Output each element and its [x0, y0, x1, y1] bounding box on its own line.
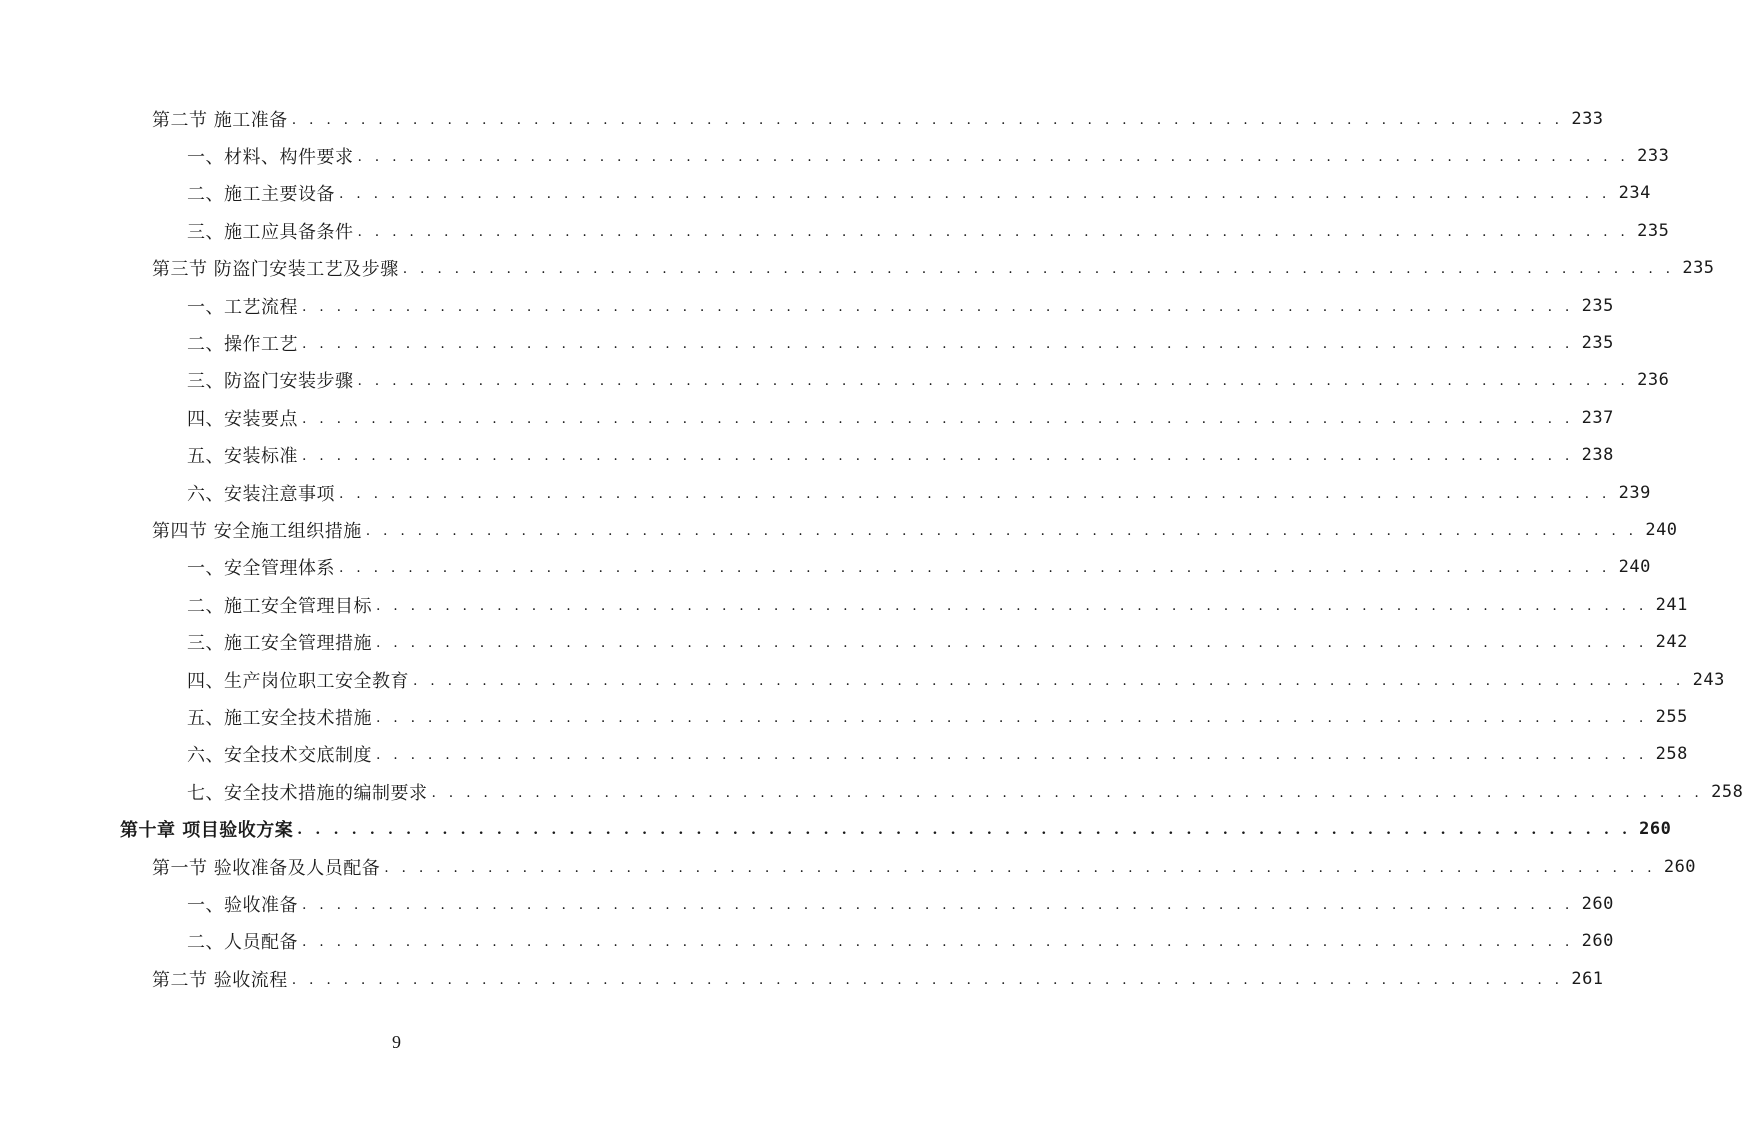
- toc-subsection[interactable]: [0, 773, 1743, 810]
- toc-subsection[interactable]: [0, 212, 1670, 249]
- toc-entry-title: 二、操作工艺: [187, 334, 298, 356]
- toc-subsection[interactable]: [0, 885, 1614, 922]
- toc-entry-title: 一、验收准备: [187, 894, 298, 916]
- toc-page-number: 260: [1581, 893, 1614, 914]
- toc-dot-leader: . . . . . . . . . . . . . . . . . . . . . . . . . . . . . . . . . . . . . . . . . . . . . . . . . . . . . . . . . . . . . . . . . . . . . . . . . .: [302, 410, 1574, 427]
- toc-subsection[interactable]: [0, 661, 1725, 698]
- toc-entry-title: 一、工艺流程: [187, 296, 298, 318]
- toc-page-number: 238: [1581, 445, 1614, 466]
- toc-page-number: 235: [1682, 258, 1715, 279]
- toc-page-number: 236: [1637, 370, 1670, 391]
- toc-dot-leader: . . . . . . . . . . . . . . . . . . . . . . . . . . . . . . . . . . . . . . . . . . . . . . . . . . . . . . . . . . . . . . . . . . . . . . . . . .: [339, 485, 1611, 502]
- toc-dot-leader: . . . . . . . . . . . . . . . . . . . . . . . . . . . . . . . . . . . . . . . . . . . . . . . . . . . . . . . . . . . . . . . . . . . . . . . . . .: [302, 448, 1574, 465]
- toc-entry-title: 二、人员配备: [187, 932, 298, 954]
- toc-dot-leader: . . . . . . . . . . . . . . . . . . . . . . . . . . . . . . . . . . . . . . . . . . . . . . . . . . . . . . . . . . . . . . . . . . . . . . . . . .: [302, 336, 1574, 353]
- toc-entry-title: 一、安全管理体系: [187, 558, 335, 580]
- toc-page-number: 235: [1581, 295, 1614, 316]
- table-of-contents: [0, 100, 1743, 997]
- page-number: 9: [392, 1032, 401, 1052]
- toc-page-number: 233: [1637, 146, 1670, 167]
- toc-subsection[interactable]: [0, 586, 1688, 623]
- toc-entry-title: 第十章 项目验收方案: [120, 820, 294, 842]
- toc-subsection[interactable]: [0, 137, 1670, 174]
- toc-entry-title: 三、防盗门安装步骤: [187, 371, 354, 393]
- toc-section[interactable]: [0, 100, 1604, 137]
- toc-page-number: 261: [1571, 968, 1604, 989]
- toc-entry-title: 四、生产岗位职工安全教育: [187, 670, 409, 692]
- toc-subsection[interactable]: [0, 399, 1614, 436]
- toc-subsection[interactable]: [0, 474, 1651, 511]
- toc-dot-leader: . . . . . . . . . . . . . . . . . . . . . . . . . . . . . . . . . . . . . . . . . . . . . . . . . . . . . . . . . . . . . . . . . . . . . . . . . .: [357, 149, 1630, 166]
- toc-subsection[interactable]: [0, 736, 1688, 773]
- toc-dot-leader: . . . . . . . . . . . . . . . . . . . . . . . . . . . . . . . . . . . . . . . . . . . . . . . . . . . . . . . . . . . . . . . . . . . . . . . . . .: [297, 822, 1632, 839]
- toc-entry-title: 第三节 防盗门安装工艺及步骤: [152, 259, 399, 281]
- toc-dot-leader: . . . . . . . . . . . . . . . . . . . . . . . . . . . . . . . . . . . . . . . . . . . . . . . . . . . . . . . . . . . . . . . . . . . . . . . . . .: [302, 896, 1574, 913]
- toc-dot-leader: . . . . . . . . . . . . . . . . . . . . . . . . . . . . . . . . . . . . . . . . . . . . . . . . . . . . . . . . . . . . . . . . . . . . . . . . . .: [376, 635, 1648, 652]
- toc-dot-leader: . . . . . . . . . . . . . . . . . . . . . . . . . . . . . . . . . . . . . . . . . . . . . . . . . . . . . . . . . . . . . . . . . . . . . . . . . .: [402, 261, 1675, 278]
- toc-dot-leader: . . . . . . . . . . . . . . . . . . . . . . . . . . . . . . . . . . . . . . . . . . . . . . . . . . . . . . . . . . . . . . . . . . . . . . . . . .: [291, 111, 1564, 128]
- toc-dot-leader: . . . . . . . . . . . . . . . . . . . . . . . . . . . . . . . . . . . . . . . . . . . . . . . . . . . . . . . . . . . . . . . . . . . . . . . . . .: [302, 934, 1574, 951]
- toc-dot-leader: . . . . . . . . . . . . . . . . . . . . . . . . . . . . . . . . . . . . . . . . . . . . . . . . . . . . . . . . . . . . . . . . . . . . . . . . . .: [376, 747, 1648, 764]
- toc-dot-leader: . . . . . . . . . . . . . . . . . . . . . . . . . . . . . . . . . . . . . . . . . . . . . . . . . . . . . . . . . . . . . . . . . . . . . . . . . .: [291, 971, 1564, 988]
- toc-page-number: 258: [1655, 744, 1688, 765]
- toc-dot-leader: . . . . . . . . . . . . . . . . . . . . . . . . . . . . . . . . . . . . . . . . . . . . . . . . . . . . . . . . . . . . . . . . . . . . . . . . . .: [376, 597, 1648, 614]
- toc-dot-leader: . . . . . . . . . . . . . . . . . . . . . . . . . . . . . . . . . . . . . . . . . . . . . . . . . . . . . . . . . . . . . . . . . . . . . . . . . .: [357, 373, 1630, 390]
- toc-entry-title: 第一节 验收准备及人员配备: [152, 857, 381, 879]
- toc-entry-title: 五、安装标准: [187, 446, 298, 468]
- toc-page-number: 258: [1711, 781, 1743, 802]
- toc-page-number: 234: [1618, 183, 1651, 204]
- toc-subsection[interactable]: [0, 324, 1614, 361]
- toc-page-number: 233: [1571, 108, 1604, 129]
- toc-dot-leader: . . . . . . . . . . . . . . . . . . . . . . . . . . . . . . . . . . . . . . . . . . . . . . . . . . . . . . . . . . . . . . . . . . . . . . . . . .: [413, 672, 1685, 689]
- toc-subsection[interactable]: [0, 923, 1614, 960]
- toc-page-number: 241: [1655, 594, 1688, 615]
- toc-dot-leader: . . . . . . . . . . . . . . . . . . . . . . . . . . . . . . . . . . . . . . . . . . . . . . . . . . . . . . . . . . . . . . . . . . . . . . . . . .: [357, 223, 1630, 240]
- toc-section[interactable]: [0, 250, 1715, 287]
- toc-subsection[interactable]: [0, 287, 1614, 324]
- toc-dot-leader: . . . . . . . . . . . . . . . . . . . . . . . . . . . . . . . . . . . . . . . . . . . . . . . . . . . . . . . . . . . . . . . . . . . . . . . . . .: [302, 298, 1574, 315]
- toc-page-number: 255: [1655, 706, 1688, 727]
- toc-entry-title: 第二节 验收流程: [152, 969, 288, 991]
- toc-page-number: 240: [1645, 519, 1678, 540]
- toc-dot-leader: . . . . . . . . . . . . . . . . . . . . . . . . . . . . . . . . . . . . . . . . . . . . . . . . . . . . . . . . . . . . . . . . . . . . . . . . . .: [431, 784, 1704, 801]
- toc-entry-title: 三、施工安全管理措施: [187, 633, 372, 655]
- toc-dot-leader: . . . . . . . . . . . . . . . . . . . . . . . . . . . . . . . . . . . . . . . . . . . . . . . . . . . . . . . . . . . . . . . . . . . . . . . . . .: [376, 709, 1648, 726]
- toc-entry-title: 六、安全技术交底制度: [187, 745, 372, 767]
- toc-entry-title: 第四节 安全施工组织措施: [152, 520, 362, 542]
- toc-entry-title: 一、材料、构件要求: [187, 147, 354, 169]
- toc-subsection[interactable]: [0, 175, 1651, 212]
- toc-subsection[interactable]: [0, 698, 1688, 735]
- toc-dot-leader: . . . . . . . . . . . . . . . . . . . . . . . . . . . . . . . . . . . . . . . . . . . . . . . . . . . . . . . . . . . . . . . . . . . . . . . . . .: [339, 560, 1611, 577]
- toc-page-number: 235: [1637, 220, 1670, 241]
- toc-page-number: 260: [1639, 819, 1672, 840]
- toc-subsection[interactable]: [0, 549, 1651, 586]
- toc-page-number: 242: [1655, 632, 1688, 653]
- toc-entry-title: 五、施工安全技术措施: [187, 707, 372, 729]
- toc-page-number: 260: [1663, 856, 1697, 877]
- toc-section[interactable]: [0, 848, 1697, 885]
- toc-section[interactable]: [0, 960, 1604, 997]
- toc-subsection[interactable]: [0, 623, 1688, 660]
- toc-entry-title: 二、施工安全管理目标: [187, 595, 372, 617]
- toc-dot-leader: . . . . . . . . . . . . . . . . . . . . . . . . . . . . . . . . . . . . . . . . . . . . . . . . . . . . . . . . . . . . . . . . . . . . . . . . . .: [384, 859, 1656, 876]
- toc-page-number: 240: [1618, 557, 1651, 578]
- toc-entry-title: 第二节 施工准备: [152, 109, 288, 131]
- toc-subsection[interactable]: [0, 437, 1614, 474]
- toc-page-number: 235: [1581, 333, 1614, 354]
- toc-entry-title: 四、安装要点: [187, 408, 298, 430]
- toc-entry-title: 二、施工主要设备: [187, 184, 335, 206]
- toc-chapter[interactable]: [0, 810, 1672, 847]
- toc-page-number: 237: [1581, 407, 1614, 428]
- toc-entry-title: 六、安装注意事项: [187, 483, 335, 505]
- toc-page-number: 260: [1581, 931, 1614, 952]
- toc-section[interactable]: [0, 511, 1678, 548]
- toc-entry-title: 七、安全技术措施的编制要求: [187, 782, 428, 804]
- toc-dot-leader: . . . . . . . . . . . . . . . . . . . . . . . . . . . . . . . . . . . . . . . . . . . . . . . . . . . . . . . . . . . . . . . . . . . . . . . . . .: [365, 522, 1638, 539]
- toc-dot-leader: . . . . . . . . . . . . . . . . . . . . . . . . . . . . . . . . . . . . . . . . . . . . . . . . . . . . . . . . . . . . . . . . . . . . . . . . . .: [339, 186, 1611, 203]
- toc-entry-title: 三、施工应具备条件: [187, 221, 354, 243]
- toc-page-number: 239: [1618, 482, 1651, 503]
- toc-page-number: 243: [1692, 669, 1725, 690]
- toc-subsection[interactable]: [0, 362, 1670, 399]
